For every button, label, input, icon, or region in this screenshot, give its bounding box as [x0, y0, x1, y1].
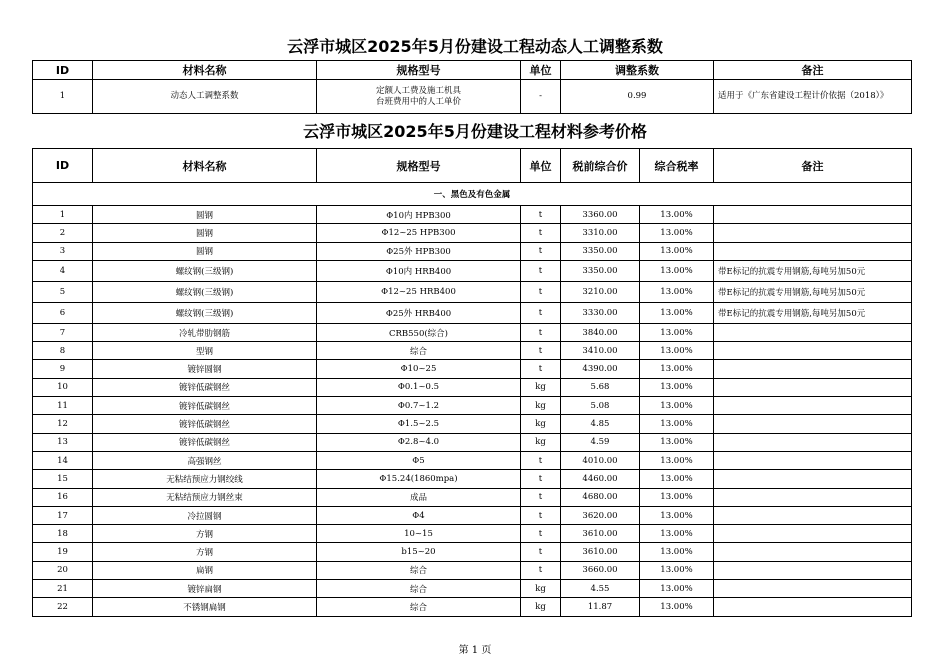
cell-id: 11 [33, 397, 93, 415]
cell-coef: 0.99 [561, 80, 714, 114]
cell-note [714, 598, 912, 616]
cell-name: 镀锌圆钢 [93, 360, 317, 378]
table-row [33, 561, 912, 579]
cell-unit: t [521, 488, 561, 506]
cell-price: 11.87 [561, 598, 640, 616]
header-name: 材料名称 [93, 61, 317, 80]
cell-unit: t [521, 242, 561, 260]
cell-spec: Φ4 [317, 506, 521, 524]
table-row [33, 281, 912, 302]
cell-id: 18 [33, 525, 93, 543]
cell-id: 6 [33, 302, 93, 323]
cell-id: 10 [33, 378, 93, 396]
cell-note [714, 206, 912, 224]
cell-unit: kg [521, 580, 561, 598]
cell-id: 1 [33, 206, 93, 224]
table-row [33, 598, 912, 616]
cell-name: 螺纹钢(三级钢) [93, 281, 317, 302]
cell-price: 3610.00 [561, 525, 640, 543]
cell-unit: t [521, 281, 561, 302]
cell-note [714, 224, 912, 242]
cell-spec: Φ10内 HRB400 [317, 260, 521, 281]
cell-rate: 13.00% [640, 224, 714, 242]
cell-spec: Φ0.1~0.5 [317, 378, 521, 396]
cell-note [714, 580, 912, 598]
table-row [33, 488, 912, 506]
cell-price: 3620.00 [561, 506, 640, 524]
cell-name: 动态人工调整系数 [93, 80, 317, 114]
cell-rate: 13.00% [640, 260, 714, 281]
cell-price: 3310.00 [561, 224, 640, 242]
cell-note: 带E标记的抗震专用钢筋,每吨另加50元 [714, 302, 912, 323]
cell-price: 4.59 [561, 433, 640, 451]
table-row [33, 415, 912, 433]
header-spec: 规格型号 [317, 61, 521, 80]
cell-id: 22 [33, 598, 93, 616]
cell-unit: kg [521, 378, 561, 396]
cell-spec: Φ15.24(1860mpa) [317, 470, 521, 488]
cell-rate: 13.00% [640, 451, 714, 469]
table-row [33, 342, 912, 360]
cell-id: 13 [33, 433, 93, 451]
header-coef: 调整系数 [561, 61, 714, 80]
table-row [33, 302, 912, 323]
cell-price: 5.68 [561, 378, 640, 396]
cell-name: 螺纹钢(三级钢) [93, 302, 317, 323]
cell-price: 3350.00 [561, 242, 640, 260]
table-row [33, 260, 912, 281]
cell-price: 3330.00 [561, 302, 640, 323]
cell-id: 2 [33, 224, 93, 242]
cell-spec: 综合 [317, 580, 521, 598]
cell-note [714, 543, 912, 561]
cell-note [714, 525, 912, 543]
table-row [33, 206, 912, 224]
cell-note: 带E标记的抗震专用钢筋,每吨另加50元 [714, 281, 912, 302]
cell-id: 3 [33, 242, 93, 260]
cell-id: 19 [33, 543, 93, 561]
cell-price: 3410.00 [561, 342, 640, 360]
cell-note [714, 488, 912, 506]
cell-unit: t [521, 323, 561, 341]
cell-unit: t [521, 470, 561, 488]
cell-spec: Φ12~25 HPB300 [317, 224, 521, 242]
cell-note [714, 378, 912, 396]
price-title: 云浮市城区2025年5月份建设工程材料参考价格 [303, 122, 647, 141]
table-row [33, 470, 912, 488]
cell-note [714, 360, 912, 378]
cell-unit: t [521, 260, 561, 281]
cell-unit: kg [521, 433, 561, 451]
cell-spec: b15~20 [317, 543, 521, 561]
cell-note [714, 433, 912, 451]
cell-spec: 10~15 [317, 525, 521, 543]
cell-unit: t [521, 543, 561, 561]
cell-rate: 13.00% [640, 342, 714, 360]
table-row [33, 580, 912, 598]
cell-name: 型钢 [93, 342, 317, 360]
header-spec: 规格型号 [317, 149, 521, 183]
cell-id: 21 [33, 580, 93, 598]
cell-price: 5.08 [561, 397, 640, 415]
cell-note [714, 397, 912, 415]
table-header-row [33, 61, 912, 80]
table-row [33, 451, 912, 469]
cell-spec: Φ10~25 [317, 360, 521, 378]
cell-price: 4680.00 [561, 488, 640, 506]
cell-note [714, 415, 912, 433]
cell-name: 扁钢 [93, 561, 317, 579]
cell-name: 镀锌扁钢 [93, 580, 317, 598]
cell-price: 4390.00 [561, 360, 640, 378]
cell-price: 3350.00 [561, 260, 640, 281]
cell-spec: 综合 [317, 598, 521, 616]
cell-spec: Φ25外 HPB300 [317, 242, 521, 260]
cell-name: 方钢 [93, 543, 317, 561]
cell-price: 4.85 [561, 415, 640, 433]
spec-line-2: 台班费用中的人工单价 [375, 96, 461, 107]
cell-name: 不锈钢扁钢 [93, 598, 317, 616]
page-number: 第 1 页 [458, 645, 492, 656]
category-label: 一、黑色及有色金属 [33, 183, 912, 206]
header-note: 备注 [714, 149, 912, 183]
cell-id: 17 [33, 506, 93, 524]
cell-id: 20 [33, 561, 93, 579]
cell-unit: t [521, 360, 561, 378]
header-unit: 单位 [521, 149, 561, 183]
header-id: ID [33, 149, 93, 183]
table-row [33, 433, 912, 451]
cell-unit: t [521, 525, 561, 543]
spec-line-1: 定额人工费及施工机具 [375, 85, 461, 96]
cell-name: 镀锌低碳钢丝 [93, 378, 317, 396]
cell-rate: 13.00% [640, 206, 714, 224]
cell-price: 4010.00 [561, 451, 640, 469]
cell-name: 镀锌低碳钢丝 [93, 433, 317, 451]
cell-rate: 13.00% [640, 378, 714, 396]
cell-note [714, 506, 912, 524]
cell-name: 圆钢 [93, 224, 317, 242]
cell-rate: 13.00% [640, 397, 714, 415]
cell-rate: 13.00% [640, 360, 714, 378]
cell-price: 3660.00 [561, 561, 640, 579]
cell-note [714, 561, 912, 579]
cell-id: 4 [33, 260, 93, 281]
cell-unit: t [521, 302, 561, 323]
cell-rate: 13.00% [640, 488, 714, 506]
cell-rate: 13.00% [640, 525, 714, 543]
cell-rate: 13.00% [640, 561, 714, 579]
cell-name: 无粘结预应力钢绞线 [93, 470, 317, 488]
cell-unit: - [521, 80, 561, 114]
cell-price: 3610.00 [561, 543, 640, 561]
table-row [33, 378, 912, 396]
cell-unit: t [521, 451, 561, 469]
cell-id: 15 [33, 470, 93, 488]
cell-id: 9 [33, 360, 93, 378]
cell-rate: 13.00% [640, 598, 714, 616]
cell-spec [317, 80, 521, 114]
cell-spec: CRB550(综合) [317, 323, 521, 341]
cell-rate: 13.00% [640, 433, 714, 451]
cell-rate: 13.00% [640, 580, 714, 598]
cell-name: 圆钢 [93, 206, 317, 224]
cell-note [714, 451, 912, 469]
cell-id: 16 [33, 488, 93, 506]
table-header-row [33, 149, 912, 183]
cell-note: 带E标记的抗震专用钢筋,每吨另加50元 [714, 260, 912, 281]
cell-id: 14 [33, 451, 93, 469]
cell-id: 7 [33, 323, 93, 341]
cell-note [714, 323, 912, 341]
cell-spec: Φ10内 HPB300 [317, 206, 521, 224]
header-note: 备注 [714, 61, 912, 80]
cell-spec: Φ5 [317, 451, 521, 469]
cell-name: 镀锌低碳钢丝 [93, 415, 317, 433]
cell-name: 冷轧带肋钢筋 [93, 323, 317, 341]
coef-title: 云浮市城区2025年5月份建设工程动态人工调整系数 [287, 37, 663, 56]
cell-name: 镀锌低碳钢丝 [93, 397, 317, 415]
cell-rate: 13.00% [640, 470, 714, 488]
cell-rate: 13.00% [640, 242, 714, 260]
cell-unit: t [521, 561, 561, 579]
cell-unit: t [521, 342, 561, 360]
table-row [33, 397, 912, 415]
category-row [33, 183, 912, 206]
table-row [33, 506, 912, 524]
table-row [33, 80, 912, 114]
cell-spec: Φ2.8~4.0 [317, 433, 521, 451]
cell-rate: 13.00% [640, 506, 714, 524]
header-unit: 单位 [521, 61, 561, 80]
cell-rate: 13.00% [640, 302, 714, 323]
cell-spec: Φ0.7~1.2 [317, 397, 521, 415]
cell-unit: t [521, 224, 561, 242]
table-row [33, 360, 912, 378]
cell-id: 12 [33, 415, 93, 433]
table-row [33, 543, 912, 561]
cell-name: 圆钢 [93, 242, 317, 260]
cell-rate: 13.00% [640, 543, 714, 561]
table-row [33, 525, 912, 543]
cell-rate: 13.00% [640, 415, 714, 433]
cell-unit: kg [521, 415, 561, 433]
table-row [33, 224, 912, 242]
cell-spec: 综合 [317, 342, 521, 360]
cell-price: 3210.00 [561, 281, 640, 302]
header-id: ID [33, 61, 93, 80]
table-row [33, 323, 912, 341]
labor-coefficient-table [32, 60, 912, 114]
cell-spec: 成品 [317, 488, 521, 506]
cell-id: 5 [33, 281, 93, 302]
cell-name: 高强钢丝 [93, 451, 317, 469]
cell-unit: t [521, 206, 561, 224]
cell-price: 3840.00 [561, 323, 640, 341]
cell-name: 螺纹钢(三级钢) [93, 260, 317, 281]
cell-spec: Φ1.5~2.5 [317, 415, 521, 433]
cell-unit: t [521, 506, 561, 524]
cell-name: 无粘结预应力钢丝束 [93, 488, 317, 506]
cell-name: 方钢 [93, 525, 317, 543]
cell-spec: Φ25外 HRB400 [317, 302, 521, 323]
header-name: 材料名称 [93, 149, 317, 183]
cell-rate: 13.00% [640, 323, 714, 341]
cell-name: 冷拉圆钢 [93, 506, 317, 524]
cell-note: 适用于《广东省建设工程计价依据（2018）》 [714, 80, 912, 114]
cell-note [714, 470, 912, 488]
cell-unit: kg [521, 598, 561, 616]
cell-rate: 13.00% [640, 281, 714, 302]
cell-price: 3360.00 [561, 206, 640, 224]
cell-spec: Φ12~25 HRB400 [317, 281, 521, 302]
cell-price: 4.55 [561, 580, 640, 598]
cell-note [714, 342, 912, 360]
table-row [33, 242, 912, 260]
cell-price: 4460.00 [561, 470, 640, 488]
header-price: 税前综合价 [561, 149, 640, 183]
material-price-table [32, 148, 912, 617]
cell-id: 1 [33, 80, 93, 114]
header-rate: 综合税率 [640, 149, 714, 183]
cell-spec: 综合 [317, 561, 521, 579]
cell-note [714, 242, 912, 260]
cell-unit: kg [521, 397, 561, 415]
cell-id: 8 [33, 342, 93, 360]
